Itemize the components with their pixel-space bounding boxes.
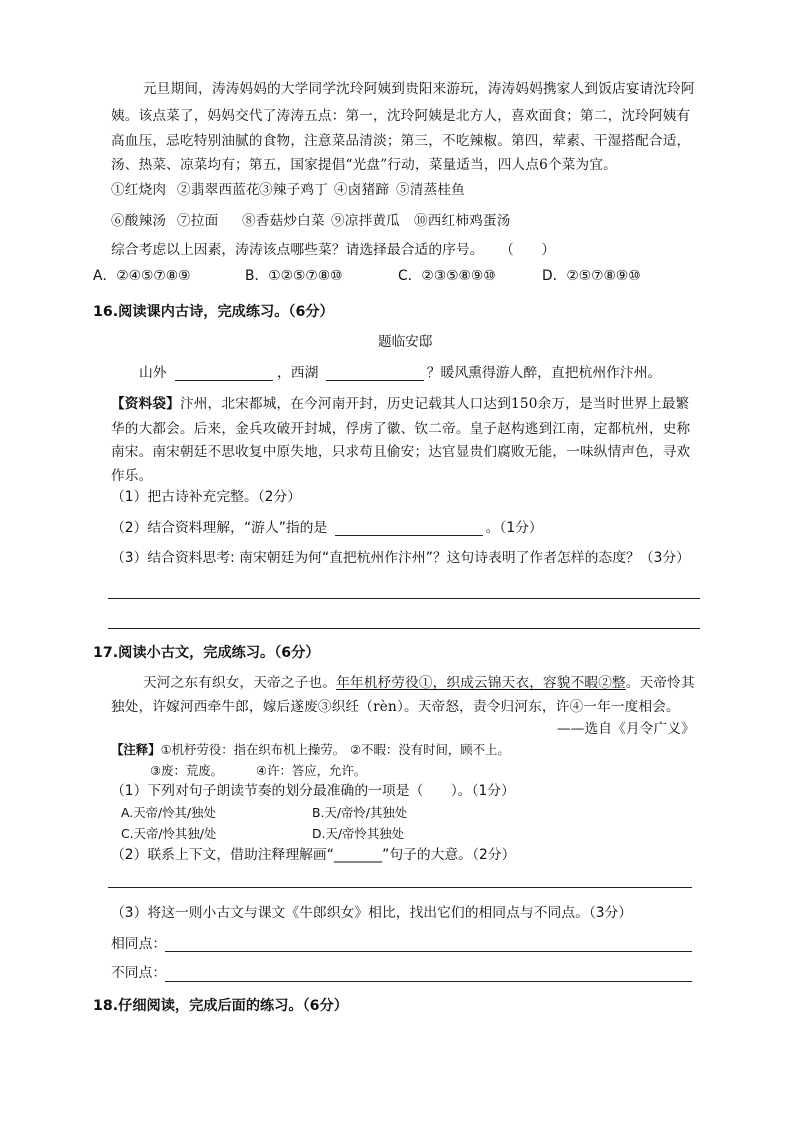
q15-option-a: A．②④⑤⑦⑧⑨ bbox=[93, 268, 191, 284]
dish-item: ⑨凉拌黄瓜 bbox=[331, 213, 400, 229]
poem-part-b: ，西湖 bbox=[276, 365, 319, 382]
q17-option-d: D.天/帝怜其独处 bbox=[312, 826, 404, 841]
note-tag: 【注释】 bbox=[111, 742, 161, 757]
note-item: ②不暇：没有时间，顾不上。 bbox=[350, 742, 510, 757]
info-box-text: 汴州，北宋都城，在今河南开封，历史记载其人口达到150余万，是当时世界上最繁 bbox=[179, 396, 690, 412]
classical-text: 。天帝怜其 bbox=[625, 675, 695, 691]
dish-item: ⑤清蒸桂鱼 bbox=[396, 182, 465, 198]
dish-item: ③辣子鸡丁 bbox=[259, 182, 328, 198]
classical-text-line-1 bbox=[143, 677, 695, 691]
q15-option-d: D．②⑤⑦⑧⑨⑩ bbox=[542, 268, 641, 284]
q17-heading: 17.阅读小古文，完成练习。（6分） bbox=[93, 645, 320, 661]
poem-line bbox=[139, 367, 661, 381]
dish-item: ⑥酸辣汤 bbox=[111, 213, 167, 229]
note-item: ①机杼劳役：指在织布机上操劳。 bbox=[160, 742, 346, 757]
q15-answer-paren: （ ） bbox=[500, 242, 556, 258]
q15-option-c: C．②③⑤⑧⑨⑩ bbox=[398, 268, 496, 284]
q15-paragraph-line-2: 姨。该点菜了，妈妈交代了涛涛五点：第一，沈玲阿姨是北方人，喜欢面食；第二，沈玲阿姨有 bbox=[111, 108, 691, 124]
dish-item: ⑧香菇炒白菜 bbox=[242, 213, 325, 229]
q17-option-c: C.天帝/怜其独/处 bbox=[121, 826, 217, 841]
q17-option-a: A.天帝/怜其/独处 bbox=[121, 805, 216, 820]
poem-blank-2[interactable] bbox=[326, 367, 424, 381]
q16-sub-2-score: 。（1分） bbox=[485, 520, 543, 537]
poem-title: 题临安邸 bbox=[378, 334, 433, 350]
note-line-1 bbox=[111, 744, 345, 756]
q17-option-b: B.天/帝怜/其独处 bbox=[312, 805, 408, 820]
poem-part-c: ？暖风熏得游人醉，直把杭州作汴州。 bbox=[426, 365, 662, 382]
q16-sub-2-blank[interactable] bbox=[335, 522, 483, 536]
dish-item: ②翡翠西蓝花 bbox=[177, 182, 260, 198]
underlined-sentence: 年年机杼劳役①，织成云锦天衣，容貌不暇②整 bbox=[336, 675, 626, 691]
q15-option-b: B．①②⑤⑦⑧⑩ bbox=[245, 268, 343, 284]
q15-paragraph-line-1: 元旦期间，涛涛妈妈的大学同学沈玲阿姨到贵阳来游玩，涛涛妈妈携家人到饭店宴请沈玲阿 bbox=[143, 81, 695, 97]
note-item: ③废：荒废。 bbox=[150, 763, 224, 778]
answer-line[interactable] bbox=[108, 628, 700, 629]
note-item: ④许：答应，允许。 bbox=[256, 763, 367, 778]
poem-blank-1[interactable] bbox=[175, 367, 273, 381]
answer-line[interactable] bbox=[108, 887, 692, 888]
info-box-line-1 bbox=[111, 398, 689, 412]
classical-text-line-2: 独处，许嫁河西牵牛郎，嫁后遂废③织纴（rèn）。天帝怒，责令归河东，许④一年一度相会。 bbox=[111, 699, 680, 715]
dish-item: ⑩西红柿鸡蛋汤 bbox=[414, 213, 511, 229]
q15-paragraph-line-4: 汤、热菜、凉菜均有；第五，国家提倡“光盘”行动，菜量适当，四人点6个菜为宜。 bbox=[111, 157, 617, 173]
q17-sub-2: （2）联系上下文，借助注释理解画“_______”句子的大意。（2分） bbox=[111, 847, 516, 863]
q16-heading: 16.阅读课内古诗，完成练习。（6分） bbox=[93, 304, 334, 320]
dish-item: ④卤猪蹄 bbox=[334, 182, 390, 198]
same-point-answer-line[interactable] bbox=[165, 951, 692, 952]
poem-part-a: 山外 bbox=[139, 365, 167, 382]
info-box-line-2: 华的大都会。后来，金兵攻破开封城，俘虏了徽、钦二帝。皇子赵构逃到江南，定都杭州，史称 bbox=[111, 421, 691, 437]
q17-sub-1: （1）下列对句子朗读节奏的划分最准确的一项是（ ）。（1分） bbox=[111, 783, 515, 799]
diff-point-answer-line[interactable] bbox=[165, 981, 692, 982]
q17-sub-3: （3）将这一则小古文与课文《牛郎织女》相比，找出它们的相同点与不同点。（3分） bbox=[111, 905, 633, 921]
info-box-line-4: 作乐。 bbox=[111, 468, 153, 484]
q16-sub-1: （1）把古诗补充完整。（2分） bbox=[111, 489, 302, 505]
q15-paragraph-line-3: 高血压，忌吃特别油腻的食物，注意菜品清淡；第三，不吃辣椒。第四，荤素、干湿搭配合适， bbox=[111, 133, 691, 149]
classical-text: 天河之东有织女，天帝之子也。 bbox=[143, 675, 337, 691]
info-box-line-3: 南宋。南宋朝廷不思收复中原失地，只求苟且偷安；达官显贵们腐败无能，一味纵情声色，寻欢 bbox=[111, 444, 691, 460]
source-citation: ——选自《月令广义》 bbox=[557, 721, 695, 737]
q16-sub-2-text: （2）结合资料理解，“游人”指的是 bbox=[111, 520, 328, 537]
dish-item: ①红烧肉 bbox=[111, 182, 167, 198]
dish-item: ⑦拉面 bbox=[177, 213, 219, 229]
diff-point-label: 不同点： bbox=[111, 965, 167, 981]
info-box-tag: 【资料袋】 bbox=[111, 396, 180, 412]
q16-sub-2 bbox=[111, 522, 543, 536]
answer-line[interactable] bbox=[108, 598, 700, 599]
same-point-label: 相同点： bbox=[111, 936, 167, 952]
q16-sub-3: （3）结合资料思考: 南宋朝廷为何“直把杭州作汴州”？这句诗表明了作者怎样的态度？（3分） bbox=[111, 550, 690, 566]
q18-heading: 18.仔细阅读，完成后面的练习。（6分） bbox=[93, 998, 348, 1014]
q15-question: 综合考虑以上因素，涛涛该点哪些菜？请选择最合适的序号。 bbox=[111, 242, 484, 258]
